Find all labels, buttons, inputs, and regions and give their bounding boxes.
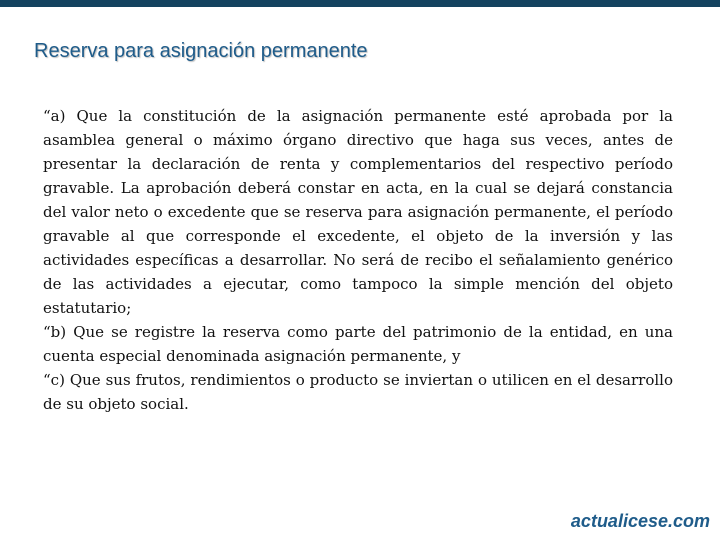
paragraph-a: “a) Que la constitución de la asignación permanente esté aprobada por la asamblea general o máximo órgano directivo que haga sus veces, antes de presentar la declaración de renta y complementarios del respectivo período gravable. La aprobación deberá constar en acta, en la cual se dejará constancia del valor neto o excedente que se reserva para asignación permanente, el período gravable al que corresponde el excedente, el objeto de la inversión y las actividades específicas a desarrollar. No será de recibo el señalamiento genérico de las actividades a ejecutar, como tampoco la simple mención del objeto estatutario;	[43, 107, 673, 317]
brand-logo-text: actualicese.com	[570, 511, 710, 531]
top-accent-bar	[0, 0, 720, 7]
paragraph-b: “b) Que se registre la reserva como parte del patrimonio de la entidad, en una cuenta especial denominada asignación permanente, y	[43, 323, 673, 365]
paragraph-c: “c) Que sus frutos, rendimientos o producto se inviertan o utilicen en el desarrollo de su objeto social.	[43, 371, 673, 413]
slide-body	[43, 104, 673, 416]
slide-title: Reserva para asignación permanente	[34, 40, 368, 62]
